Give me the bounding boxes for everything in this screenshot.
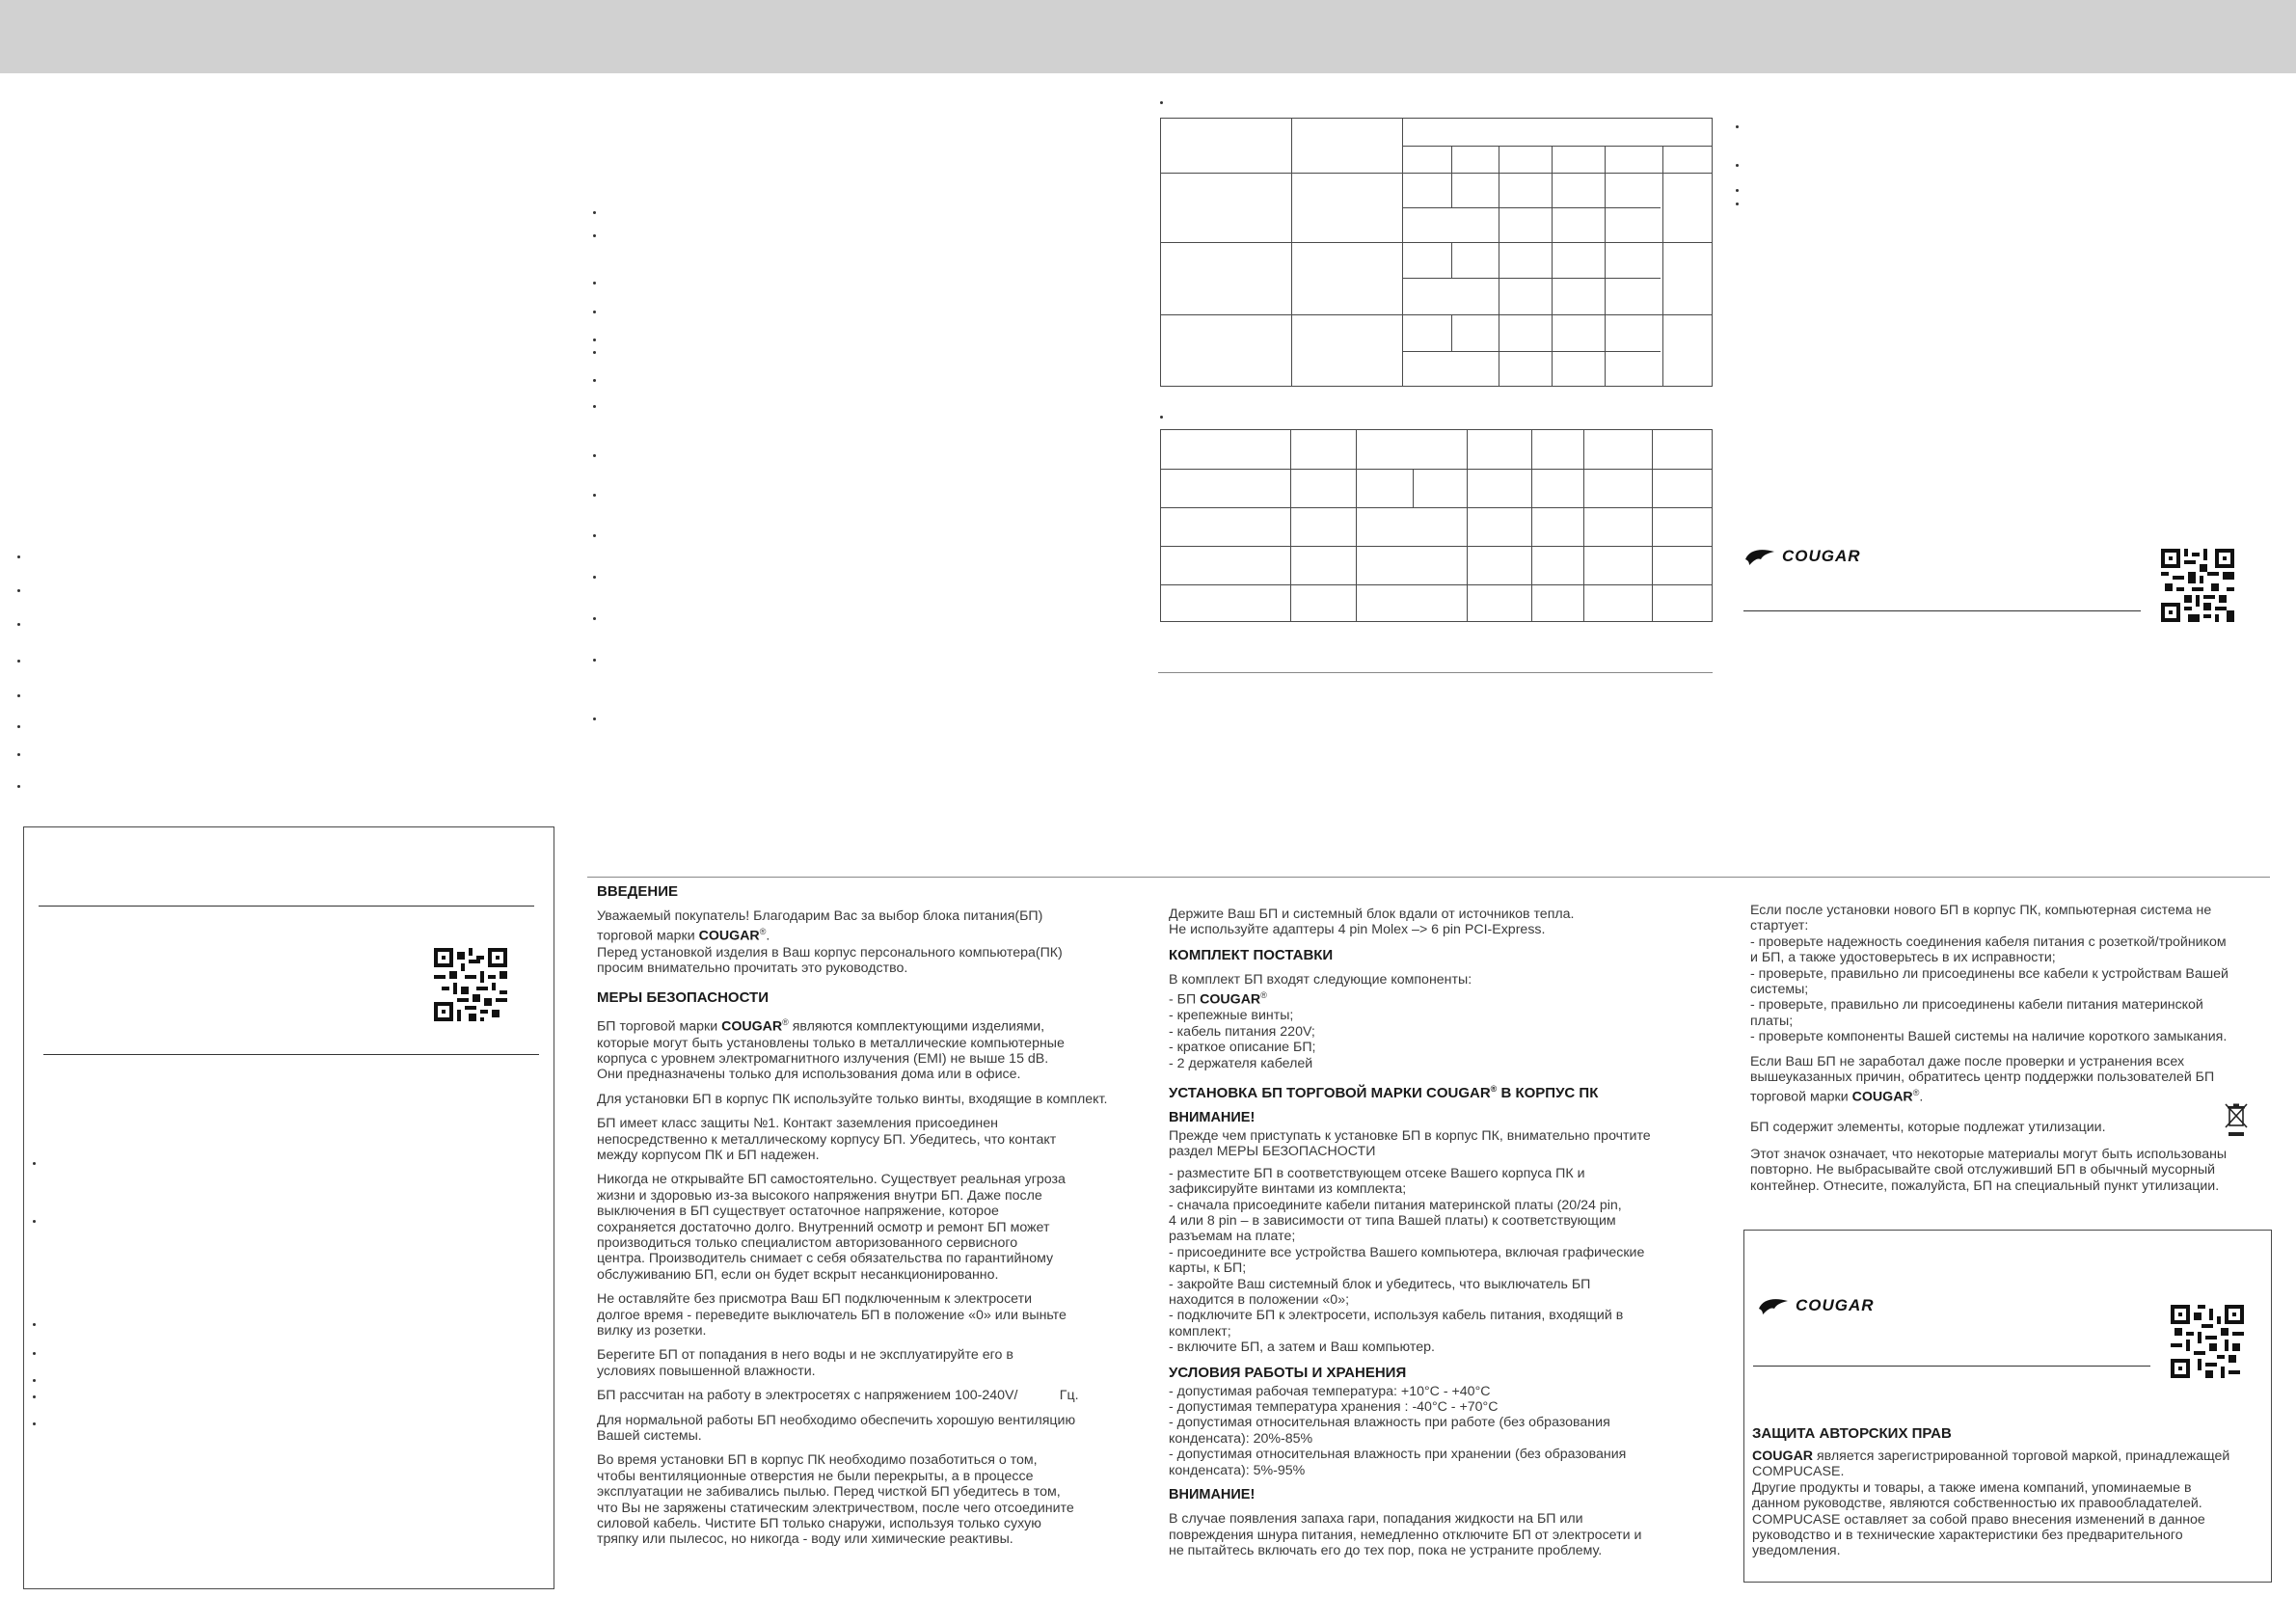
cover-line-top xyxy=(1743,610,2141,611)
attention-heading-2: ВНИМАНИЕ! xyxy=(1169,1487,1256,1503)
warranty-line-1 xyxy=(39,906,534,907)
check-item: - проверьте компоненты Вашей системы на наличие короткого замыкания. xyxy=(1750,1029,2228,1045)
install-step: - закройте Ваш системный блок и убедитесь, что выключатель БП находится в положении «0»; xyxy=(1169,1276,1591,1309)
install-heading: УСТАНОВКА БП ТОРГОВОЙ МАРКИ COUGAR® В КОРПУС ПК xyxy=(1169,1083,1599,1101)
copyright-paragraph: COUGAR является зарегистрированной торговой маркой, принадлежащей COMPUCASE. xyxy=(1752,1448,2230,1480)
qr-code-icon xyxy=(434,948,507,1021)
safety-paragraph-5: Не оставляйте без присмотра Ваш БП подключенным к электросети долгое время - переведите выключатель БП в положение «0» или выньте вилку из розетки. xyxy=(597,1291,1067,1339)
support-paragraph: Если Ваш БП не заработал даже после проверки и устранения всех вышеуказанных причин, обратитесь центр поддержки пользователей БП торговой марки COUGAR®. xyxy=(1750,1053,2215,1106)
divider-bottom-strip xyxy=(587,877,2270,878)
logo-text: COUGAR xyxy=(1796,1296,1875,1314)
warranty-box xyxy=(23,826,554,1589)
cougar-logo-icon xyxy=(1743,546,1776,567)
spec-table-2 xyxy=(1160,429,1713,622)
intro-heading: ВВЕДЕНИЕ xyxy=(597,883,678,900)
column-troubleshooting xyxy=(1750,903,2266,1203)
attention-heading-1: ВНИМАНИЕ! xyxy=(1169,1109,1256,1125)
warranty-line-2 xyxy=(43,1054,539,1055)
crossed-bin-icon xyxy=(2224,1102,2249,1139)
safety-heading: МЕРЫ БЕЗОПАСНОСТИ xyxy=(597,989,769,1007)
top-band xyxy=(0,0,2296,73)
kit-item: - краткое описание БП; xyxy=(1169,1040,1316,1056)
conditions-list xyxy=(1169,1384,1714,1478)
check-item: - проверьте, правильно ли присоединены все кабели к устройствам Вашей системы; xyxy=(1750,965,2228,998)
kit-item: - крепежные винты; xyxy=(1169,1008,1294,1024)
condition-item: - допустимая температура хранения : -40°C - +70°C xyxy=(1169,1399,1499,1416)
logo-text: COUGAR xyxy=(1782,547,1861,565)
condition-item: - допустимая рабочая температура: +10°C - +40°C xyxy=(1169,1383,1491,1399)
kit-intro: В комплект БП входят следующие компоненты: xyxy=(1169,971,1472,988)
install-step: - сначала присоедините кабели питания материнской платы (20/24 pin, 4 или 8 pin – в зависимости от типа Вашей платы) к соответствующим разъемам на плате; xyxy=(1169,1197,1622,1245)
spec-table-1 xyxy=(1160,118,1713,387)
safety-paragraph-7: БП рассчитан на работу в электросетях с напряжением 100-240V/ Гц. xyxy=(597,1388,1079,1404)
kit-list xyxy=(1169,972,1714,1071)
kit-heading: КОМПЛЕКТ ПОСТАВКИ xyxy=(1169,946,1334,963)
safety-paragraph-6: Берегите БП от попадания в него воды и не эксплуатируйте его в условиях повышенной влажности. xyxy=(597,1347,1013,1379)
install-step: - включите БП, а затем и Ваш компьютер. xyxy=(1169,1340,1435,1356)
install-steps xyxy=(1169,1166,1714,1356)
no-start-paragraph: Если после установки нового БП в корпус ПК, компьютерная система не стартует: xyxy=(1750,903,2212,934)
kit-item: - кабель питания 220V; xyxy=(1169,1023,1315,1040)
recycle-paragraph: БП содержит элементы, которые подлежат утилизации. xyxy=(1750,1119,2106,1135)
reuse-paragraph: Этот значок означает, что некоторые материалы могут быть использованы повторно. Не выбрасывайте свой отслуживший БП в обычный мусорный контейнер. Отнесите, пожалуйста, БП на специальный пункт утилизации. xyxy=(1750,1147,2228,1194)
qr-code-icon xyxy=(2171,1305,2244,1378)
intro-paragraph: Уважаемый покупатель! Благодарим Вас за выбор блока питания(БП) торговой марки COUGAR®. Перед установкой изделия в Ваш корпус персонального компьютера(ПК) просим внимательно прочитать это руководство. xyxy=(597,908,1063,976)
qr-code-icon xyxy=(2161,549,2234,622)
safety-paragraph-1: БП торговой марки COUGAR® являются комплектующими изделиями, которые могут быть установлены только в металлические компьютерные корпуса с уровнем электромагнитного излучения (EMI) не выше 15 dB. Они предназначены только для использования дома или в офисе. xyxy=(597,1017,1065,1083)
safety-paragraph-2: Для установки БП в корпус ПК используйте только винты, входящие в комплект. xyxy=(597,1091,1108,1107)
install-step: - подключите БП к электросети, используя кабель питания, входящий в комплект; xyxy=(1169,1308,1624,1340)
heat-paragraph: Держите Ваш БП и системный блок вдали от источников тепла. Не используйте адаптеры 4 pin Molex –> 6 pin PCI-Express. xyxy=(1169,907,1575,938)
install-step: - присоедините все устройства Вашего компьютера, включая графические карты, к БП; xyxy=(1169,1244,1645,1277)
condition-item: - допустимая относительная влажность при работе (без образования конденсата): 20%-85% xyxy=(1169,1415,1610,1447)
safety-paragraph-9: Во время установки БП в корпус ПК необходимо позаботиться о том, чтобы вентиляционные отверстия не были перекрыты, а в процессе эксплуатации не забивались пылью. Перед чисткой БП убедитесь в том, что Вы не заряжены статическим электричеством, после чего отсоедините силовой кабель. Чистите БП только снаружи, используя только сухую тряпку или пылесос, но никогда - воду или химические реактивы. xyxy=(597,1452,1074,1548)
kit-item: - 2 держателя кабелей xyxy=(1169,1055,1313,1071)
safety-paragraph-8: Для нормальной работы БП необходимо обеспечить хорошую вентиляцию Вашей системы. xyxy=(597,1412,1076,1445)
copyright-text xyxy=(1752,1425,2268,1568)
copyright-paragraph-2: Другие продукты и товары, а также имена компаний, упоминаемые в данном руководстве, являются собственностью их правообладателей. COMPUCASE оставляет за собой право внесения изменений в данное руководство и в технические характеристики без предварительного уведомления. xyxy=(1752,1479,2205,1559)
cougar-logo-icon xyxy=(1757,1295,1790,1316)
install-intro: Прежде чем приступать к установке БП в корпус ПК, внимательно прочтите раздел МЕРЫ БЕЗОПАСНОСТИ xyxy=(1169,1127,1651,1160)
cougar-logo-top xyxy=(1743,546,1861,567)
safety-paragraph-4: Никогда не открывайте БП самостоятельно. Существует реальная угроза жизни и здоровью из-за высокого напряжения внутри БП. Даже после выключения в БП существует остаточное напряжение, которое сохраняется достаточно долго. Внутренний осмотр и ремонт БП может производиться только специалистом авторизованного сервисного центра. Производитель снимает с себя обязательства по гарантийному обслуживанию БП, если он будет вскрыт несанкционированно. xyxy=(597,1172,1066,1283)
copyright-heading: ЗАЩИТА АВТОРСКИХ ПРАВ xyxy=(1752,1425,1952,1442)
copyright-box-line xyxy=(1753,1366,2150,1367)
column-kit-install xyxy=(1169,907,1714,1567)
kit-item: - БП COUGAR® xyxy=(1169,990,1267,1008)
check-item: - проверьте, правильно ли присоединены кабели питания материнской платы; xyxy=(1750,997,2203,1029)
check-list xyxy=(1750,934,2266,1045)
conditions-heading: УСЛОВИЯ РАБОТЫ И ХРАНЕНИЯ xyxy=(1169,1364,1407,1381)
column-intro-safety xyxy=(597,883,1142,1556)
condition-item: - допустимая относительная влажность при хранении (без образования конденсата): 5%-95% xyxy=(1169,1447,1627,1478)
divider-mid xyxy=(1158,672,1713,673)
check-item: - проверьте надежность соединения кабеля питания с розеткой/тройником и БП, а также удостоверьтесь в их исправности; xyxy=(1750,934,2227,966)
install-step: - разместите БП в соответствующем отсеке Вашего корпуса ПК и зафиксируйте винтами из комплекта; xyxy=(1169,1165,1585,1198)
cougar-logo-bottom xyxy=(1757,1295,1875,1316)
fault-paragraph: В случае появления запаха гари, попадания жидкости на БП или повреждения шнура питания, немедленно отключите БП от электросети и не пытайтесь включать его до тех пор, пока не устраните проблему. xyxy=(1169,1511,1642,1558)
safety-paragraph-3: БП имеет класс защиты №1. Контакт заземления присоединен непосредственно к металлическому корпусу БП. Убедитесь, что контакт между корпусом ПК и БП надежен. xyxy=(597,1116,1057,1163)
